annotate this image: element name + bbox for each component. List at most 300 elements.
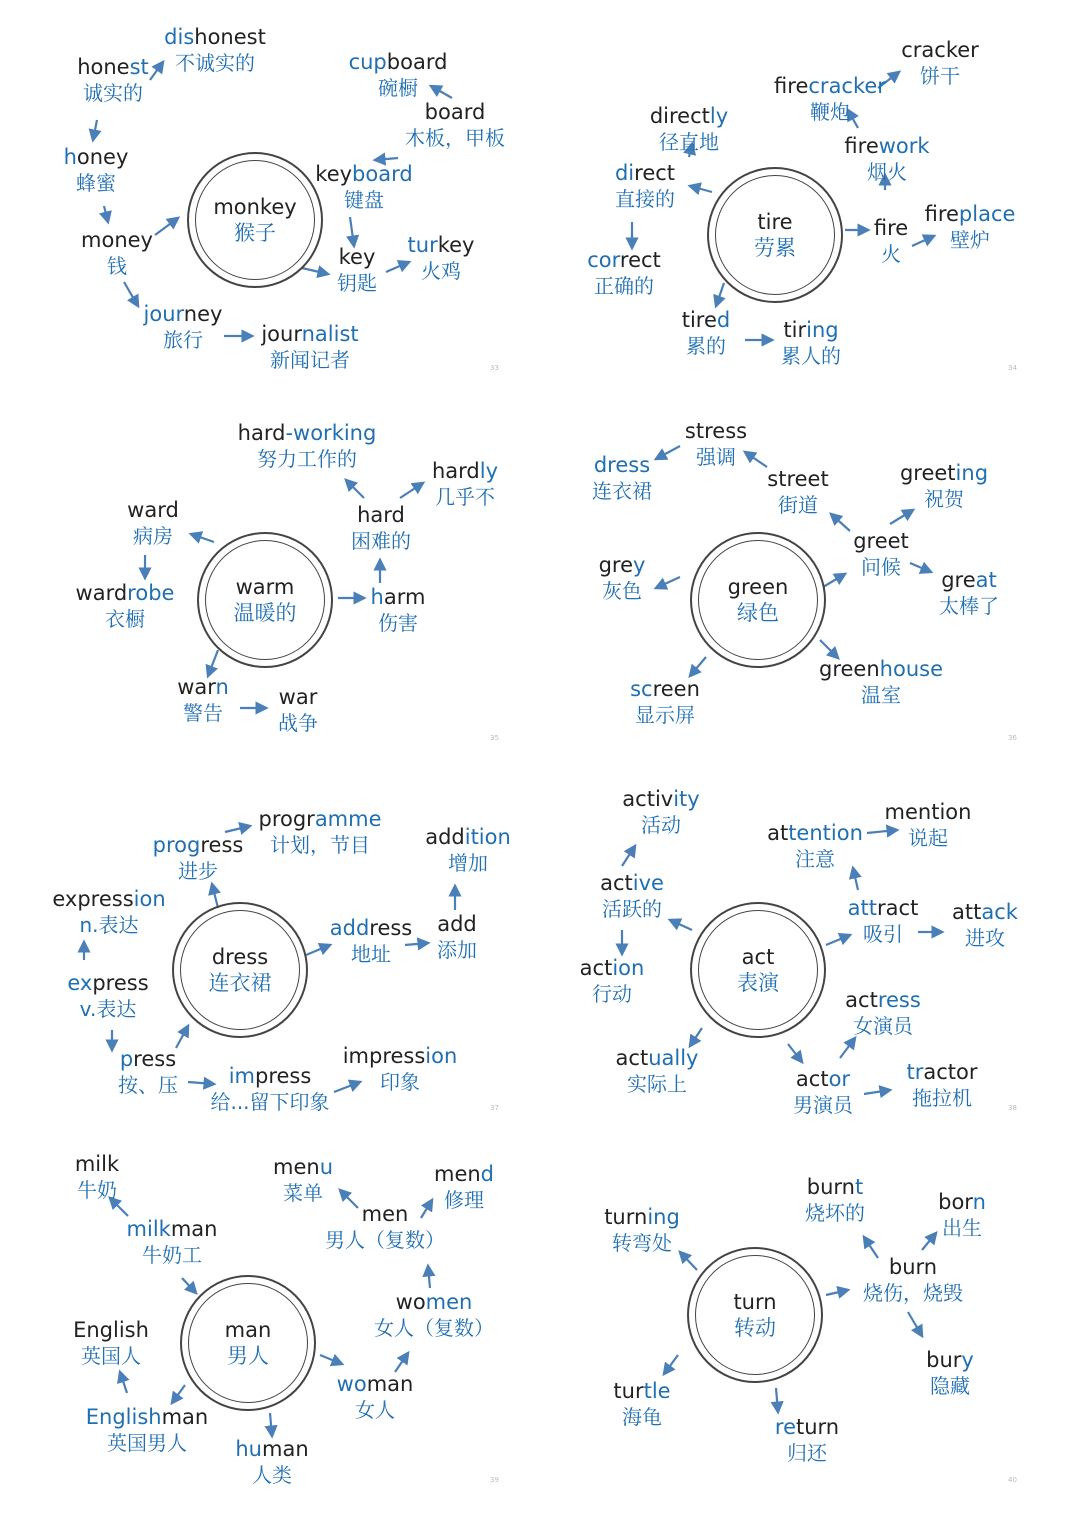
- word-meaning: 男人（复数）: [325, 1228, 445, 1252]
- arrow: [716, 283, 724, 306]
- word-part: stress: [684, 419, 748, 443]
- word-part: cracker: [901, 38, 979, 62]
- word-meaning: 蜂蜜: [75, 171, 116, 195]
- word-node: [926, 1348, 974, 1399]
- word-node: [622, 787, 699, 838]
- word-part: act: [600, 871, 633, 895]
- word-meaning: 海龟: [622, 1405, 662, 1429]
- word-node: [925, 202, 1016, 253]
- word-part-highlight: ive: [632, 871, 664, 895]
- word-part-highlight: d: [716, 308, 731, 332]
- word-meaning: 不诚实的: [174, 51, 255, 75]
- center-meaning: 转动: [734, 1316, 776, 1340]
- word-node: [67, 971, 148, 1022]
- word-part: tire: [681, 308, 717, 332]
- arrow: [831, 514, 850, 531]
- word-english: [235, 1437, 308, 1462]
- word-node: [351, 503, 411, 554]
- mind-map-panel-tire: [540, 0, 1080, 373]
- arrow: [306, 945, 330, 955]
- word-part-highlight: n: [215, 675, 229, 699]
- word-meaning: 火鸡: [420, 259, 461, 283]
- word-part: English: [73, 1318, 149, 1342]
- word-part-highlight: add: [329, 916, 370, 940]
- center-meaning: 连衣裙: [208, 971, 272, 995]
- word-part: act: [579, 956, 613, 980]
- word-meaning: 壁炉: [949, 228, 990, 252]
- word-node: [127, 1217, 218, 1268]
- word-part-highlight: cracker: [808, 74, 886, 98]
- word-part-highlight: milk: [126, 1217, 171, 1241]
- word-meaning: 战争: [278, 711, 318, 735]
- word-english: [819, 657, 943, 682]
- word-english: [615, 161, 675, 186]
- arrow: [826, 935, 850, 945]
- page-number: 39: [490, 1476, 499, 1484]
- word-english: [848, 896, 919, 921]
- arrow: [395, 1353, 408, 1372]
- arrow: [788, 1044, 802, 1062]
- word-english: [258, 807, 381, 832]
- center-meaning: 男人: [227, 1344, 269, 1368]
- word-meaning: 活跃的: [602, 897, 662, 921]
- word-english: [67, 971, 148, 996]
- word-part: board: [424, 100, 486, 124]
- arrow: [208, 650, 218, 676]
- word-part-highlight: di: [614, 161, 635, 185]
- word-part: hard: [357, 503, 405, 527]
- word-part: men: [433, 1162, 481, 1186]
- word-node: [781, 318, 841, 369]
- word-meaning: 旅行: [163, 328, 203, 352]
- word-meaning: 活动: [640, 813, 681, 837]
- word-meaning: 太棒了: [939, 594, 999, 618]
- word-part-highlight: English: [85, 1405, 162, 1429]
- word-meaning: 修理: [444, 1188, 484, 1212]
- word-node: [775, 1415, 839, 1466]
- word-meaning: 英国人: [80, 1344, 141, 1368]
- word-part-highlight: ity: [673, 787, 700, 811]
- center-circle-inner: [188, 1283, 308, 1403]
- arrow: [656, 577, 680, 588]
- word-node: [75, 1152, 119, 1203]
- word-english: [238, 421, 377, 446]
- word-node: [774, 74, 886, 125]
- center-meaning: 表演: [737, 971, 779, 995]
- word-part: man: [261, 1437, 309, 1461]
- word-node: [848, 896, 919, 947]
- word-meaning: 火: [880, 242, 901, 266]
- center-circle: [690, 532, 826, 668]
- word-part: men: [884, 800, 932, 824]
- word-part-highlight: ing: [955, 461, 989, 485]
- center-word: warm: [235, 575, 295, 599]
- arrow: [320, 1355, 342, 1364]
- word-node: [874, 216, 908, 267]
- word-english: [425, 825, 511, 850]
- center-word: turn: [733, 1290, 777, 1314]
- word-node: [371, 585, 426, 636]
- word-english: [580, 956, 645, 981]
- word-part: man: [170, 1217, 218, 1241]
- word-meaning: 女人: [354, 1398, 395, 1422]
- word-part-highlight: sc: [630, 677, 653, 701]
- word-node: [767, 467, 828, 518]
- word-meaning: n.表达: [79, 913, 139, 937]
- arrow: [664, 1355, 678, 1374]
- word-part: progr: [258, 807, 315, 831]
- word-meaning: 衣橱: [104, 607, 145, 631]
- center-circle: [187, 152, 323, 288]
- arrow: [270, 1413, 272, 1436]
- word-meaning: 女演员: [852, 1014, 913, 1038]
- word-part: arm: [383, 585, 426, 609]
- word-part: gre: [941, 568, 976, 592]
- word-meaning: 人类: [251, 1463, 292, 1487]
- page-number: 36: [1008, 734, 1017, 742]
- word-english: [374, 1290, 494, 1315]
- word-part-highlight: p: [119, 1047, 134, 1071]
- word-node: [805, 1175, 865, 1226]
- word-node: [580, 956, 645, 1007]
- word-english: [127, 498, 179, 523]
- word-node: [76, 581, 175, 632]
- word-english: [600, 871, 664, 896]
- word-english: [767, 467, 828, 492]
- word-part: hard: [237, 421, 286, 445]
- word-part: at: [767, 821, 789, 845]
- word-part-highlight: d: [480, 1162, 495, 1186]
- arrow: [104, 206, 108, 222]
- word-meaning: 直接的: [614, 187, 675, 211]
- word-part-highlight: y: [633, 553, 646, 577]
- word-part-highlight: u: [319, 1155, 333, 1179]
- word-meaning: 添加: [437, 938, 477, 962]
- arrow: [428, 1266, 430, 1288]
- word-part: key: [315, 162, 353, 186]
- arrow: [820, 640, 838, 658]
- arrow: [150, 62, 163, 80]
- arrow: [375, 158, 398, 160]
- word-node: [952, 900, 1018, 951]
- word-part-highlight: -working: [285, 421, 377, 445]
- word-part-highlight: place: [958, 202, 1016, 226]
- word-part: tir: [783, 318, 807, 342]
- word-meaning: 问候: [860, 555, 901, 579]
- word-english: [177, 675, 229, 700]
- word-english: [863, 1255, 963, 1280]
- arrow: [670, 920, 692, 930]
- word-part: street: [767, 467, 829, 491]
- word-part: direct: [649, 104, 710, 128]
- word-node: [767, 821, 863, 872]
- word-part-highlight: house: [879, 657, 943, 681]
- word-english: [437, 912, 477, 937]
- word-node: [405, 100, 505, 151]
- word-meaning: 新闻记者: [269, 348, 350, 372]
- word-part-highlight: cor: [587, 248, 620, 272]
- arrow: [191, 534, 214, 542]
- word-meaning: 键盘: [343, 188, 384, 212]
- arrow: [826, 1290, 848, 1295]
- word-node: [885, 800, 972, 851]
- word-part-highlight: im: [228, 1064, 255, 1088]
- word-english: [371, 585, 426, 610]
- word-meaning: 男演员: [793, 1093, 853, 1117]
- word-english: [775, 1415, 839, 1440]
- word-part: hard: [431, 459, 480, 483]
- word-meaning: 按、压: [118, 1073, 178, 1097]
- word-english: [682, 308, 731, 333]
- word-meaning: 烧坏的: [805, 1201, 865, 1225]
- word-part: greet: [853, 529, 909, 553]
- center-circle: [172, 902, 308, 1038]
- word-part: greet: [899, 461, 956, 485]
- word-part: money: [81, 228, 153, 252]
- word-english: [630, 677, 700, 702]
- center-meaning: 温暖的: [233, 601, 297, 625]
- center-circle-inner: [698, 540, 818, 660]
- word-node: [235, 1437, 308, 1488]
- word-english: [885, 800, 972, 825]
- word-english: [599, 553, 646, 578]
- word-node: [210, 1064, 329, 1115]
- word-part: board: [386, 50, 448, 74]
- center-word: tire: [757, 210, 793, 234]
- word-english: [337, 1372, 414, 1397]
- word-part: press: [92, 971, 149, 995]
- center-circle-inner: [195, 160, 315, 280]
- word-node: [938, 1190, 986, 1241]
- arrow: [690, 657, 706, 676]
- word-node: [592, 453, 652, 504]
- arrow: [302, 268, 328, 274]
- word-part: wo: [395, 1290, 426, 1314]
- word-part: press: [254, 1064, 312, 1088]
- word-part-highlight: y: [961, 1348, 974, 1372]
- arrow: [840, 1038, 855, 1058]
- word-part-highlight: ing: [806, 318, 839, 342]
- word-english: [164, 25, 266, 50]
- center-circle-inner: [698, 910, 818, 1030]
- word-part: oney: [76, 145, 129, 169]
- word-part: key: [437, 233, 475, 257]
- center-circle: [197, 532, 333, 668]
- word-part: ward: [75, 581, 128, 605]
- word-part: gre: [598, 553, 633, 577]
- mind-map-panel-man: [0, 1140, 540, 1513]
- page-number: 34: [1008, 364, 1017, 372]
- word-node: [432, 459, 498, 510]
- arrow: [680, 1252, 697, 1270]
- word-meaning: 累的: [685, 334, 726, 358]
- word-meaning: 出生: [941, 1216, 982, 1240]
- word-part: activ: [622, 787, 674, 811]
- word-part-highlight: ly: [709, 104, 729, 128]
- arrow: [350, 217, 354, 246]
- page-number: 35: [490, 734, 499, 742]
- word-node: [238, 421, 377, 472]
- word-part-highlight: re: [774, 1415, 796, 1439]
- word-english: [853, 529, 909, 554]
- word-meaning: 印象: [379, 1070, 420, 1094]
- word-english: [315, 162, 412, 187]
- word-part-highlight: tention: [788, 821, 863, 845]
- center-word: act: [741, 945, 775, 969]
- word-meaning: 拖拉机: [911, 1086, 972, 1110]
- word-english: [278, 685, 318, 710]
- word-node: [819, 657, 943, 708]
- word-english: [337, 245, 377, 270]
- word-english: [64, 145, 129, 170]
- word-part: milk: [74, 1152, 120, 1176]
- word-part-highlight: board: [352, 162, 413, 186]
- word-english: [144, 302, 223, 327]
- word-node: [52, 887, 165, 938]
- word-node: [599, 553, 646, 604]
- word-node: [177, 675, 229, 726]
- word-node: [650, 104, 728, 155]
- word-part: man: [161, 1405, 209, 1429]
- word-meaning: 鞭炮: [809, 100, 850, 124]
- word-english: [845, 988, 921, 1013]
- arrow: [776, 1388, 778, 1412]
- word-part: rect: [619, 248, 661, 272]
- word-english: [75, 1152, 119, 1177]
- center-word: monkey: [213, 195, 297, 219]
- word-meaning: 行动: [592, 982, 632, 1006]
- word-english: [650, 104, 728, 129]
- word-node: [939, 568, 999, 619]
- word-english: [685, 419, 747, 444]
- word-meaning: 烟火: [867, 160, 907, 184]
- word-part-highlight: dress: [593, 453, 651, 477]
- page-number: 33: [490, 364, 499, 372]
- word-part: bor: [938, 1190, 973, 1214]
- word-meaning: 碗橱: [378, 76, 418, 100]
- word-meaning: 显示屏: [634, 703, 695, 727]
- center-word: green: [727, 575, 789, 599]
- word-english: [906, 1060, 977, 1085]
- center-circle: [687, 1247, 823, 1383]
- word-part: rect: [634, 161, 676, 185]
- arrow: [212, 884, 218, 908]
- word-part-highlight: h: [370, 585, 384, 609]
- word-meaning: 病房: [132, 524, 173, 548]
- center-circle: [707, 167, 843, 303]
- center-circle-inner: [180, 910, 300, 1030]
- word-part: key: [338, 245, 376, 269]
- word-meaning: 烧伤，烧毁: [863, 1281, 963, 1305]
- word-node: [86, 1405, 208, 1456]
- word-english: [805, 1175, 865, 1200]
- word-english: [73, 1318, 149, 1343]
- mind-map-panel-green: [540, 385, 1080, 758]
- word-part-highlight: robe: [127, 581, 175, 605]
- word-english: [952, 900, 1018, 925]
- arrow: [745, 452, 767, 467]
- word-part: att: [952, 900, 982, 924]
- word-part-highlight: jour: [143, 302, 184, 326]
- word-part-highlight: men: [425, 1290, 473, 1314]
- word-node: [261, 322, 358, 373]
- mind-map-panel-turn: [540, 1140, 1080, 1513]
- word-node: [437, 912, 477, 963]
- word-part-highlight: ually: [648, 1046, 699, 1070]
- word-english: [52, 887, 165, 912]
- word-english: [325, 1202, 445, 1227]
- word-meaning: 给...留下印象: [210, 1090, 330, 1114]
- word-part-highlight: att: [847, 896, 878, 920]
- word-part-highlight: work: [878, 134, 930, 158]
- word-node: [374, 1290, 494, 1341]
- center-circle: [180, 1275, 316, 1411]
- word-node: [906, 1060, 977, 1111]
- word-english: [77, 55, 149, 80]
- word-meaning: 灰色: [602, 579, 642, 603]
- word-english: [939, 568, 999, 593]
- word-meaning: 诚实的: [82, 81, 143, 105]
- word-english: [343, 1044, 458, 1069]
- word-node: [349, 50, 448, 101]
- word-english: [926, 1348, 974, 1373]
- word-part-highlight: wo: [336, 1372, 367, 1396]
- word-part-highlight: nalist: [301, 322, 359, 346]
- word-node: [325, 1202, 445, 1253]
- page-number: 37: [490, 1104, 499, 1112]
- word-english: [587, 248, 661, 273]
- word-meaning: 钥匙: [337, 271, 377, 295]
- word-part-highlight: cup: [348, 50, 387, 74]
- word-node: [587, 248, 661, 299]
- word-part-highlight: ly: [479, 459, 499, 483]
- word-node: [343, 1044, 458, 1095]
- word-english: [781, 318, 841, 343]
- word-part: fire: [873, 216, 909, 240]
- word-english: [273, 1155, 333, 1180]
- word-english: [349, 50, 448, 75]
- word-part: tion: [931, 800, 972, 824]
- arrow: [910, 563, 931, 572]
- word-english: [622, 787, 699, 812]
- word-english: [405, 100, 505, 125]
- word-node: [682, 308, 731, 359]
- word-part: bur: [926, 1348, 962, 1372]
- word-node: [127, 498, 179, 549]
- word-meaning: 祝贺: [924, 487, 964, 511]
- word-node: [73, 1318, 149, 1369]
- word-english: [351, 503, 411, 528]
- arrow: [346, 480, 364, 498]
- word-part: burn: [806, 1175, 855, 1199]
- center-word: dress: [211, 945, 269, 969]
- word-part: act: [615, 1046, 649, 1070]
- word-part-highlight: amme: [314, 807, 382, 831]
- word-part: act: [845, 988, 878, 1012]
- word-node: [81, 228, 153, 279]
- word-english: [86, 1405, 208, 1430]
- word-part: war: [177, 675, 216, 699]
- word-meaning: 正确的: [593, 274, 654, 298]
- word-english: [616, 1046, 699, 1071]
- word-node: [844, 134, 929, 185]
- word-part: man: [366, 1372, 414, 1396]
- arrow: [622, 846, 635, 866]
- word-part: ress: [369, 916, 413, 940]
- word-meaning: 实际上: [627, 1072, 687, 1096]
- arrow: [182, 1278, 196, 1293]
- word-english: [774, 74, 886, 99]
